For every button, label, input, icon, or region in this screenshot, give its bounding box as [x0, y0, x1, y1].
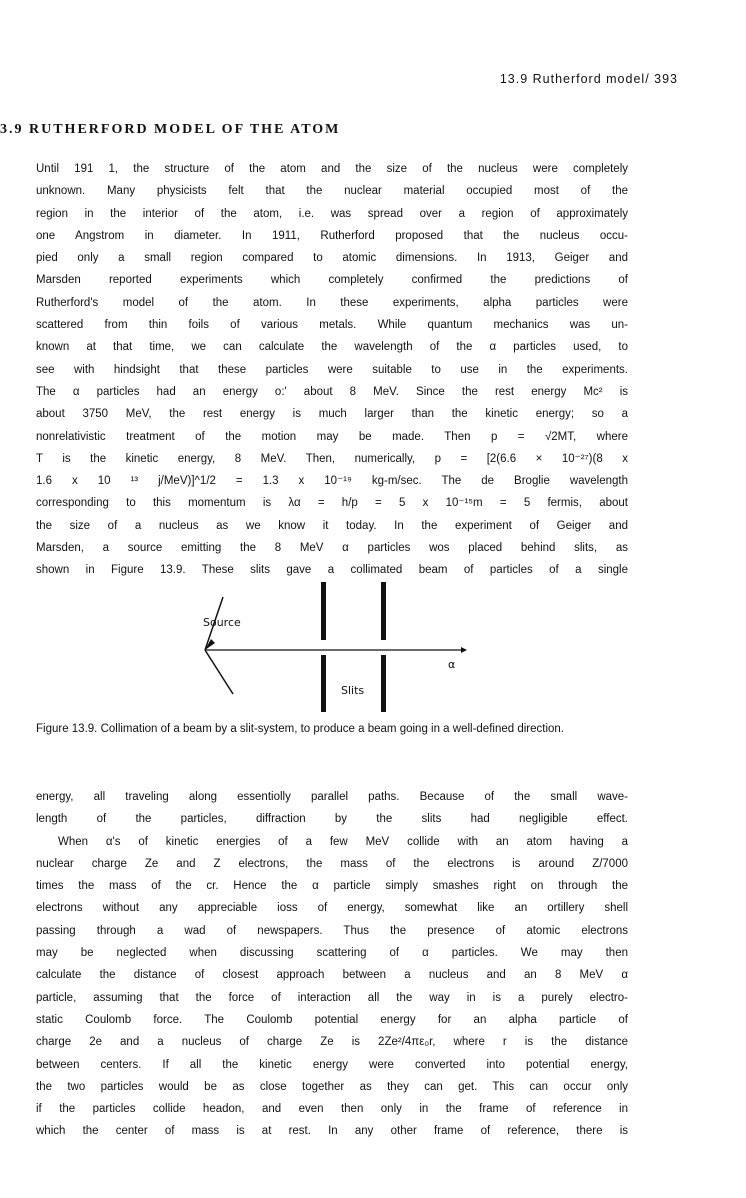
- text-line: region in the interior of the atom, i.e. was spread over a region of approximately: [36, 207, 628, 220]
- slit-1-upper: [321, 582, 326, 640]
- running-head: 13.9 Rutherford model/ 393: [499, 72, 678, 86]
- text-line: Marsden, a source emitting the 8 MeV α particles wos placed behind slits, as: [36, 542, 628, 555]
- text-line: see with hindsight that these particles were suitable to use in the experiments.: [36, 363, 628, 376]
- text-line: shown in Figure 13.9. These slits gave a collimated beam of particles of a single: [36, 564, 628, 577]
- alpha-label: α: [448, 658, 456, 671]
- text-line: length of the particles, diffraction by the slits had negligible effect.: [36, 813, 628, 826]
- text-line: Until 191 1, the structure of the atom and the size of the nucleus were completely: [36, 163, 628, 175]
- text-line: times the mass of the cr. Hence the α particle simply smashes right on through the: [36, 880, 628, 893]
- paragraph-2: [36, 786, 628, 1143]
- text-line: The α particles had an energy o:' about 8 MeV. Since the rest energy Mc² is: [36, 385, 628, 398]
- paragraph-1: [36, 158, 628, 582]
- text-line: scattered from thin foils of various metals. While quantum mechanics was un-: [36, 319, 628, 332]
- slit-2-lower: [381, 655, 386, 712]
- text-line: if the particles collide headon, and even then only in the frame of reference in: [36, 1103, 628, 1116]
- text-line: pied only a small region compared to atomic dimensions. In 1913, Geiger and: [36, 252, 628, 265]
- text-line: When α's of kinetic energies of a few MeV collide with an atom having a: [58, 835, 628, 848]
- text-line: passing through a wad of newspapers. Thus the presence of atomic electrons: [36, 924, 628, 937]
- section-title: 3.9 RUTHERFORD MODEL OF THE ATOM: [0, 122, 341, 137]
- text-line: between centers. If all the kinetic energy were converted into potential energy,: [36, 1058, 628, 1071]
- text-line: known at that time, we can calculate the wavelength of the α particles used, to: [36, 341, 628, 354]
- text-line: corresponding to this momentum is λα = h/p = 5 x 10⁻¹⁵m = 5 fermis, about: [36, 497, 628, 510]
- text-line: static Coulomb force. The Coulomb potential energy for an alpha particle of: [36, 1013, 628, 1026]
- text-line: one Angstrom in diameter. In 1911, Rutherford proposed that the nucleus occu-: [36, 229, 628, 242]
- text-line: unknown. Many physicists felt that the nuclear material occupied most of the: [36, 185, 628, 198]
- slit-2-upper: [381, 582, 386, 640]
- slit-1-lower: [321, 655, 326, 712]
- text-line: charge 2e and a nucleus of charge Ze is 2Ze²/4πε₀r, where r is the distance: [36, 1036, 628, 1049]
- text-line: which the center of mass is at rest. In any other frame of reference, there is: [36, 1125, 628, 1138]
- text-line: the two particles would be as close together as they can get. This can occur only: [36, 1080, 628, 1093]
- text-line: electrons without any appreciable ioss of energy, somewhat like an ortillery shell: [36, 902, 628, 915]
- text-line: T is the kinetic energy, 8 MeV. Then, numerically, p = [2(6.6 × 10⁻²⁷)(8 x: [36, 452, 628, 465]
- slits-label: Slits: [341, 684, 365, 697]
- collimation-figure: [195, 582, 495, 712]
- source-ray-down: [205, 650, 233, 694]
- source-label: Source: [203, 616, 241, 629]
- text-line: 1.6 x 10 ¹³ j/MeV)]^1/2 = 1.3 x 10⁻¹⁹ kg-m/sec. The de Broglie wavelength: [36, 475, 628, 488]
- figure-caption: Figure 13.9. Collimation of a beam by a slit-system, to produce a beam going in a well-defined direction.: [36, 723, 564, 735]
- text-line: particle, assuming that the force of interaction all the way in is a purely electro-: [36, 991, 628, 1004]
- beam-arrowhead: [461, 647, 467, 653]
- text-line: may be neglected when discussing scattering of α particles. We may then: [36, 947, 628, 960]
- text-line: about 3750 MeV, the rest energy is much larger than the kinetic energy; so a: [36, 408, 628, 421]
- text-line: calculate the distance of closest approach between a nucleus and an 8 MeV α: [36, 969, 628, 982]
- text-line: Rutherford's model of the atom. In these experiments, alpha particles were: [36, 296, 628, 309]
- text-line: nonrelativistic treatment of the motion may be made. Then p = √2MT, where: [36, 430, 628, 443]
- text-line: Marsden reported experiments which completely confirmed the predictions of: [36, 274, 628, 287]
- text-line: energy, all traveling along essentiolly parallel paths. Because of the small wave-: [36, 791, 628, 803]
- text-line: nuclear charge Ze and Z electrons, the mass of the electrons is around Z/7000: [36, 857, 628, 870]
- text-line: the size of a nucleus as we know it today. In the experiment of Geiger and: [36, 519, 628, 532]
